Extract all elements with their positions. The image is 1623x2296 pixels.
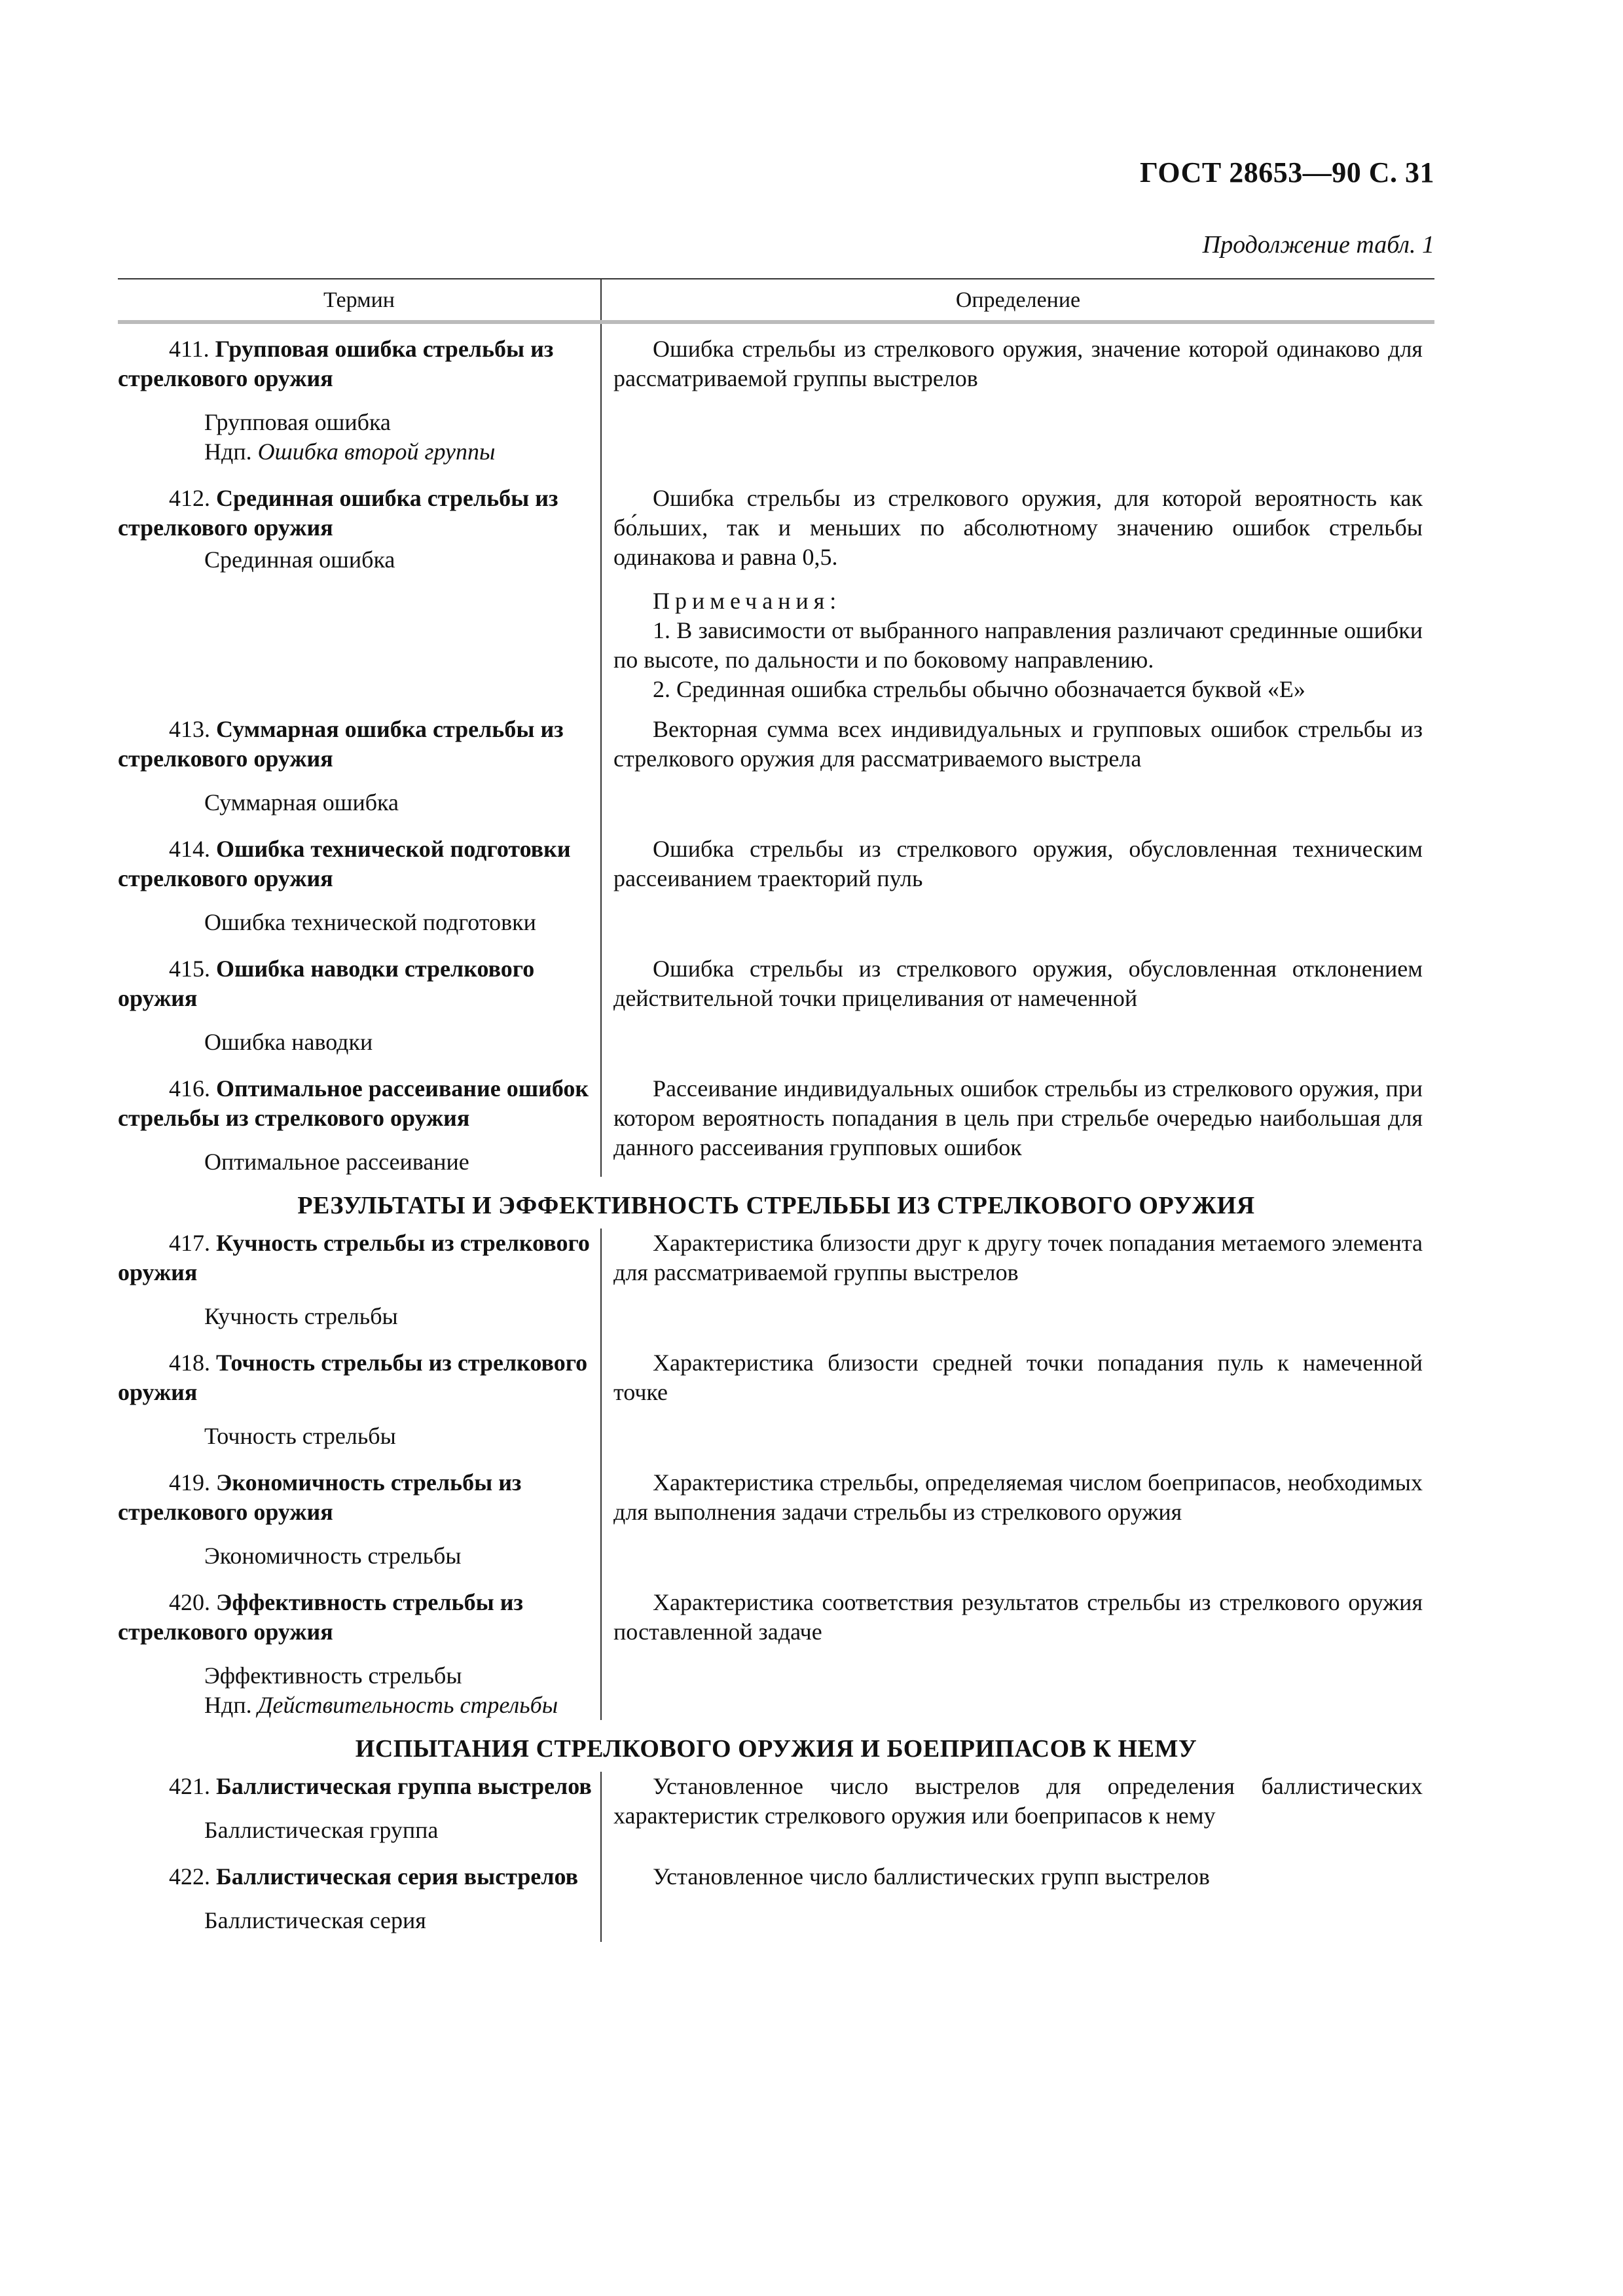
notes-title: Примечания:: [653, 588, 842, 614]
short-term: Экономичность стрельбы: [204, 1543, 462, 1569]
short-term: Кучность стрельбы: [204, 1303, 398, 1329]
table-row: [118, 1577, 1434, 1720]
short-term: Ошибка наводки: [204, 1029, 373, 1055]
term-cell: [118, 1772, 602, 1852]
term-number: 422.: [169, 1863, 210, 1890]
term-name: Кучность стрельбы из стрелкового оружия: [118, 1230, 590, 1285]
short-term: Баллистическая группа: [204, 1817, 439, 1843]
term-number: 419.: [169, 1469, 210, 1496]
table-row: [118, 1852, 1434, 1942]
definition-text: Характеристика стрельбы, определяемая числом боеприпасов, необходимых для выполнения задачи стрельбы из стрелкового оружия: [613, 1469, 1423, 1525]
inadmissible-prefix: Ндп.: [204, 1692, 252, 1718]
term-cell: [118, 324, 602, 473]
term-cell: [118, 1229, 602, 1338]
definition-cell: [602, 1852, 1434, 1942]
table-row: [118, 704, 1434, 824]
note-item: 2. Срединная ошибка стрельбы обычно обозначается буквой «Е»: [653, 676, 1305, 702]
definition-text: Характеристика близости средней точки попадания пуль к намеченной точке: [613, 1350, 1423, 1405]
term-number: 421.: [169, 1773, 210, 1799]
definition-text: Ошибка стрельбы из стрелкового оружия, значение которой одинаково для рассматриваемой группы выстрелов: [613, 336, 1423, 391]
definition-text: Ошибка стрельбы из стрелкового оружия, обусловленная отклонением действительной точки прицеливания от намеченной: [613, 956, 1423, 1011]
term-name: Баллистическая группа выстрелов: [216, 1773, 592, 1799]
term-name: Баллистическая серия выстрелов: [216, 1863, 579, 1890]
term-cell: [118, 1064, 602, 1177]
term-cell: [118, 1458, 602, 1577]
short-term: Срединная ошибка: [204, 547, 395, 573]
definition-cell: [602, 1064, 1434, 1177]
short-term: Групповая ошибка: [204, 409, 391, 435]
section-heading: ИСПЫТАНИЯ СТРЕЛКОВОГО ОРУЖИЯ И БОЕПРИПАСОВ К НЕМУ: [355, 1735, 1197, 1763]
definition-cell: [602, 1772, 1434, 1852]
term-number: 411.: [169, 336, 210, 362]
term-cell: [118, 473, 602, 704]
note-item: 1. В зависимости от выбранного направления различают срединные ошибки по высоте, по дальности и по боковому направлению.: [613, 617, 1423, 673]
term-cell: [118, 1338, 602, 1458]
table-row: [118, 1772, 1434, 1852]
term-cell: [118, 704, 602, 824]
term-name: Групповая ошибка стрельбы из стрелкового оружия: [118, 336, 554, 391]
term-cell: [118, 824, 602, 944]
term-cell: [118, 944, 602, 1064]
term-number: 418.: [169, 1350, 210, 1376]
term-number: 415.: [169, 956, 210, 982]
definition-cell: [602, 1338, 1434, 1458]
term-name: Ошибка технической подготовки стрелкового оружия: [118, 836, 571, 891]
column-header-definition: Определение: [955, 287, 1081, 312]
term-name: Экономичность стрельбы из стрелкового оружия: [118, 1469, 522, 1525]
table-row: [118, 944, 1434, 1064]
term-number: 414.: [169, 836, 210, 862]
definition-cell: [602, 473, 1434, 704]
term-name: Оптимальное рассеивание ошибок стрельбы из стрелкового оружия: [118, 1075, 589, 1131]
definition-text: Рассеивание индивидуальных ошибок стрельбы из стрелкового оружия, при котором вероятность попадания в цель при стрельбе очередью наибольшая для данного рассеивания групповых ошибок: [613, 1075, 1423, 1160]
short-term: Точность стрельбы: [204, 1423, 396, 1449]
table-row: [118, 1458, 1434, 1577]
table-row: [118, 1064, 1434, 1177]
short-term: Суммарная ошибка: [204, 789, 399, 816]
page-header: ГОСТ 28653—90 С. 31: [1139, 156, 1434, 188]
table-row: [118, 824, 1434, 944]
short-term: Ошибка технической подготовки: [204, 909, 536, 935]
terms-table: [118, 278, 1434, 1942]
definition-text: Ошибка стрельбы из стрелкового оружия, обусловленная техническим рассеиванием траекторий пуль: [613, 836, 1423, 891]
inadmissible-term: Ошибка второй группы: [257, 439, 496, 465]
definition-text: Векторная сумма всех индивидуальных и групповых ошибок стрельбы из стрелкового оружия для рассматриваемого выстрела: [613, 716, 1423, 772]
definition-cell: [602, 704, 1434, 824]
table-row: [118, 324, 1434, 473]
short-term: Эффективность стрельбы: [204, 1662, 462, 1689]
table-row: [118, 1229, 1434, 1338]
term-name: Точность стрельбы из стрелкового оружия: [118, 1350, 588, 1405]
definition-text: Характеристика соответствия результатов стрельбы из стрелкового оружия поставленной задаче: [613, 1589, 1423, 1645]
term-name: Суммарная ошибка стрельбы из стрелкового оружия: [118, 716, 564, 772]
inadmissible-term: Действительность стрельбы: [257, 1692, 558, 1718]
definition-cell: [602, 944, 1434, 1064]
term-cell: [118, 1577, 602, 1720]
column-header-term: Термин: [118, 279, 602, 320]
table-row: [118, 1338, 1434, 1458]
definition-cell: [602, 324, 1434, 473]
definition-text: Характеристика близости друг к другу точек попадания метаемого элемента для рассматриваемой группы выстрелов: [613, 1230, 1423, 1285]
section-heading: РЕЗУЛЬТАТЫ И ЭФФЕКТИВНОСТЬ СТРЕЛЬБЫ ИЗ СТРЕЛКОВОГО ОРУЖИЯ: [297, 1192, 1255, 1219]
term-number: 416.: [169, 1075, 210, 1102]
definition-cell: [602, 824, 1434, 944]
definition-text: Ошибка стрельбы из стрелкового оружия, для которой вероятность как бо́льших, так и меньших по абсолютному значению ошибок стрельбы одинакова и равна 0,5.: [613, 485, 1423, 570]
term-number: 412.: [169, 485, 210, 511]
inadmissible-prefix: Ндп.: [204, 439, 252, 465]
short-term: Баллистическая серия: [204, 1907, 426, 1933]
table-header: [118, 278, 1434, 324]
definition-cell: [602, 1458, 1434, 1577]
term-name: Эффективность стрельбы из стрелкового оружия: [118, 1589, 523, 1645]
short-term: Оптимальное рассеивание: [204, 1149, 469, 1175]
table-row: [118, 473, 1434, 704]
definition-cell: [602, 1577, 1434, 1720]
term-number: 417.: [169, 1230, 210, 1256]
term-number: 413.: [169, 716, 210, 742]
definition-cell: [602, 1229, 1434, 1338]
definition-text: Установленное число баллистических групп выстрелов: [653, 1863, 1210, 1890]
term-name: Срединная ошибка стрельбы из стрелкового оружия: [118, 485, 558, 541]
table-continuation-label: Продолжение табл. 1: [1202, 231, 1434, 259]
term-cell: [118, 1852, 602, 1942]
term-name: Ошибка наводки стрелкового оружия: [118, 956, 535, 1011]
term-number: 420.: [169, 1589, 210, 1615]
definition-text: Установленное число выстрелов для определения баллистических характеристик стрелкового оружия или боеприпасов к нему: [613, 1773, 1423, 1829]
